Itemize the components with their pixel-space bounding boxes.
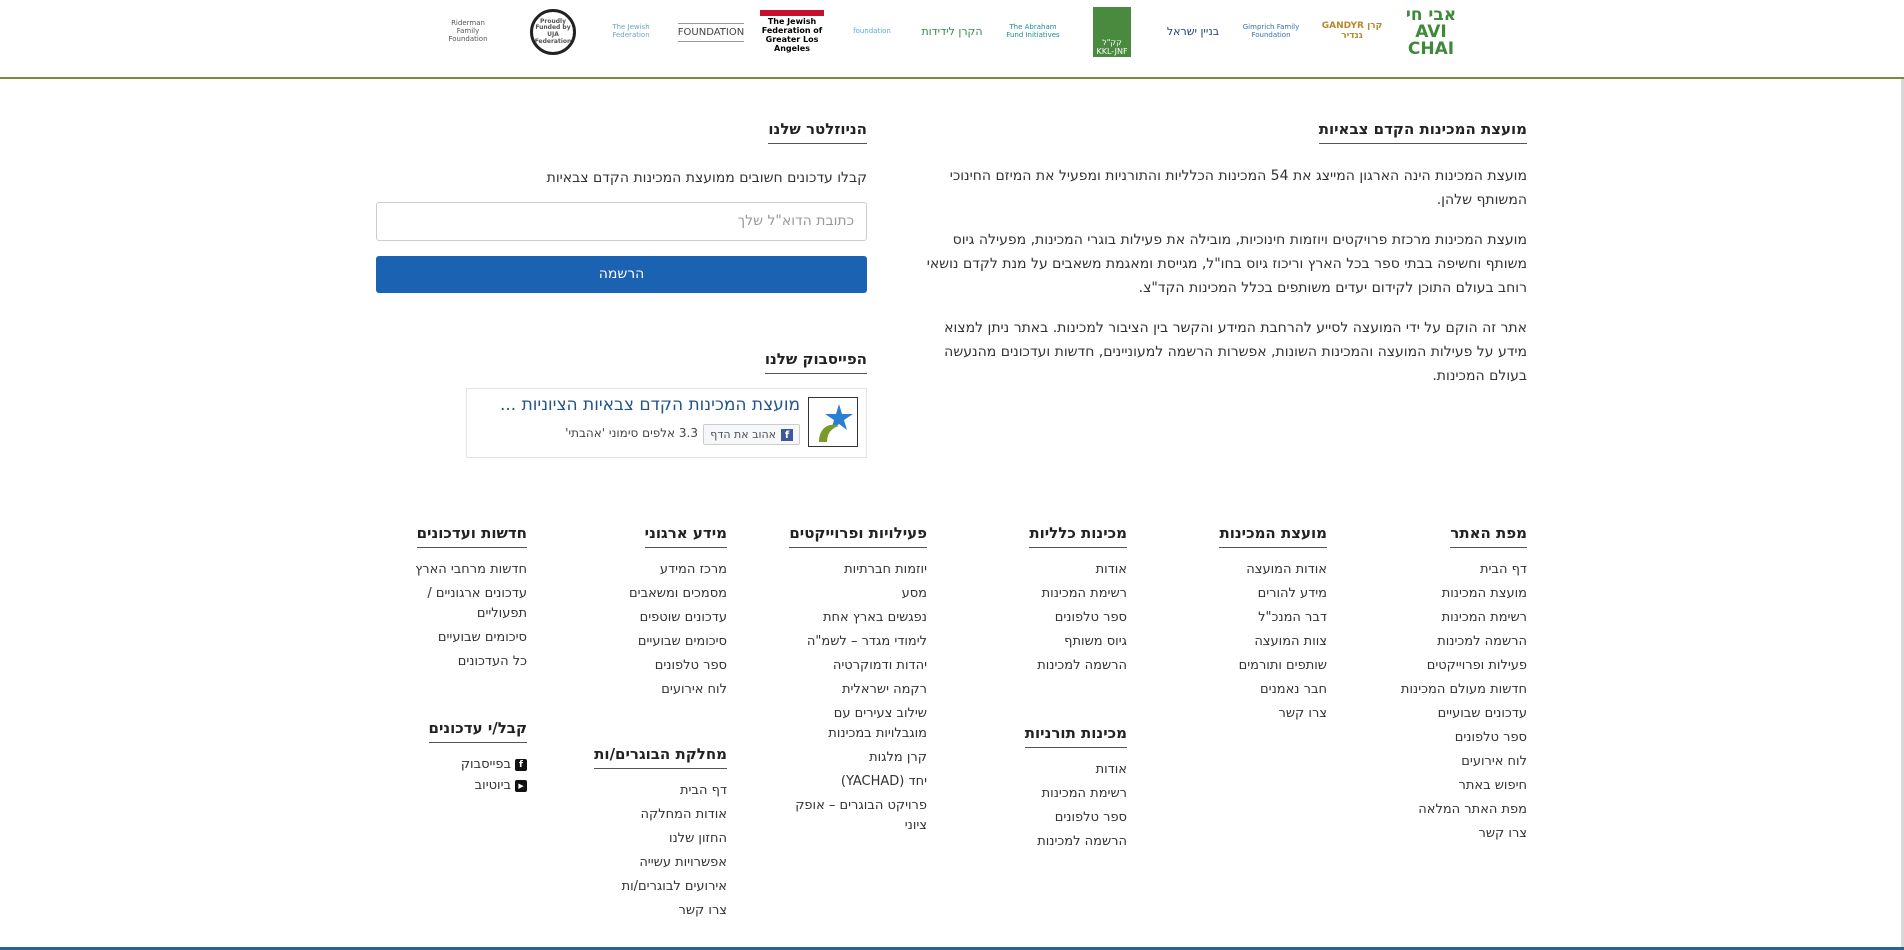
footer-link[interactable]: מידע להורים	[1257, 585, 1327, 601]
footer-link[interactable]: הרשמה למכינות	[1037, 833, 1127, 849]
footer-link[interactable]: אפשרויות עשייה	[639, 854, 727, 870]
footer-link[interactable]: חדשות מעולם המכינות	[1400, 681, 1527, 697]
footer-link[interactable]: נפגשים בארץ אחת	[823, 609, 927, 625]
newsletter-text: קבלו עדכונים חשובים ממועצת המכינות הקדם צבאיות	[546, 169, 867, 186]
footer-link[interactable]: לימודי מגדר – לשמ"ה	[806, 633, 927, 649]
footer-link[interactable]: יהדות ודמוקרטיה	[832, 657, 927, 673]
footer-col-title: חדשות ועדכונים	[417, 524, 527, 548]
about-section	[917, 119, 1527, 404]
footer-link[interactable]: יוזמות חברתיות	[844, 561, 927, 577]
footer-link[interactable]: אודות המחלקה	[640, 806, 727, 822]
footer-link[interactable]: רשימת המכינות	[1441, 609, 1527, 625]
footer-link[interactable]: ספר טלפונים	[1054, 809, 1127, 825]
sponsor-logo-binyan-israel[interactable]: בניין ישראל	[1166, 24, 1220, 38]
footer-col-updates	[397, 718, 527, 797]
footer-link[interactable]: עדכונים שבועיים	[1437, 705, 1527, 721]
footer-link[interactable]: לוח אירועים	[1461, 753, 1527, 769]
facebook-icon: f	[515, 759, 527, 771]
footer-col-title: קבל/י עדכונים	[429, 719, 528, 743]
facebook-like-label: אהוב את הדף	[710, 428, 776, 441]
sponsor-logo-jewish-federation[interactable]: The Jewish Federation of Greater Los Angeles	[760, 6, 824, 58]
facebook-link-label: בפייסבוק	[460, 756, 511, 772]
footer-link[interactable]: פעילות ופרוייקטים	[1426, 657, 1527, 673]
sponsor-logo-riderman[interactable]: Riderman Family Foundation	[448, 19, 488, 43]
facebook-title: הפייסבוק שלנו	[765, 350, 867, 374]
footer-link[interactable]: ספר טלפונים	[1054, 609, 1127, 625]
footer-link[interactable]: ספר טלפונים	[654, 657, 727, 673]
about-paragraph: אתר זה הוקם על ידי המועצה לסייע להרחבת המידע והקשר בין הציבור למכינות. באתר ניתן למצוא מידע על פעילות המועצה והמכינות השונות, אפשרות הרשמה למעוניינים, חדשות ועדכונים מהנעשה בעולם המכינות.	[944, 319, 1527, 384]
footer-link[interactable]: סיכומים שבועיים	[637, 633, 727, 649]
footer-link[interactable]: חדשות מרחבי הארץ	[415, 561, 527, 577]
org-info-links	[597, 560, 727, 700]
footer-link[interactable]: אודות המועצה	[1246, 561, 1327, 577]
footer-link[interactable]: פרויקט הבוגרים – אופק ציוני	[795, 797, 927, 833]
news-links	[397, 560, 527, 672]
footer-col-title: פעילויות ופרוייקטים	[789, 524, 927, 548]
facebook-section-title-wrap	[765, 349, 867, 374]
footer-link[interactable]: כל העדכונים	[457, 653, 527, 669]
footer-col-title: מכינות כלליות	[1029, 524, 1127, 548]
facebook-like-button[interactable]	[703, 424, 800, 445]
newsletter-section	[376, 119, 867, 293]
sponsor-logo-gimprich[interactable]: Gimprich Family Foundation	[1242, 23, 1300, 39]
sponsor-logo-kkl[interactable]: קק"ל KKL-JNF	[1092, 6, 1132, 58]
star-logo-icon	[809, 398, 857, 446]
social-links	[397, 755, 527, 796]
footer-link[interactable]: דף הבית	[679, 782, 727, 798]
footer-col-graduates	[587, 744, 727, 925]
footer-col-title: מידע ארגוני	[645, 524, 727, 548]
youtube-icon: ▶	[515, 780, 527, 792]
footer-link[interactable]: גיוס משותף	[1064, 633, 1127, 649]
subscribe-button[interactable]: הרשמה	[376, 256, 867, 293]
facebook-page-avatar[interactable]	[808, 397, 858, 447]
youtube-link[interactable]	[397, 776, 527, 796]
footer-link[interactable]: אודות	[1095, 761, 1127, 777]
footer-col-org-info	[597, 523, 727, 704]
footer-link[interactable]: רשימת המכינות	[1041, 585, 1127, 601]
footer-link[interactable]: מסע	[901, 585, 927, 601]
footer-link[interactable]: עדכונים ארגוניים / תפעוליים	[427, 585, 527, 621]
graduates-links	[587, 781, 727, 921]
footer-link[interactable]: צוות המועצה	[1254, 633, 1327, 649]
footer-link[interactable]: שילוב צעירים עם מוגבלויות במכינות	[828, 705, 927, 741]
footer-link[interactable]: לוח אירועים	[661, 681, 727, 697]
footer-link[interactable]: צרו קשר	[678, 902, 727, 918]
footer-link[interactable]: יחד (YACHAD)	[840, 773, 927, 789]
email-input[interactable]	[376, 202, 867, 241]
footer-col-site-map	[1377, 523, 1527, 848]
facebook-likes-count: 3.3 אלפים סימוני 'אהבתי'	[565, 426, 698, 440]
footer-link[interactable]: ספר טלפונים	[1454, 729, 1527, 745]
council-links	[1197, 560, 1327, 724]
footer-link[interactable]: אודות	[1095, 561, 1127, 577]
footer-link[interactable]: החזון שלנו	[668, 830, 727, 846]
facebook-icon: f	[781, 429, 793, 441]
footer-link[interactable]: מפת האתר המלאה	[1418, 801, 1527, 817]
footer-link[interactable]: צרו קשר	[1278, 705, 1327, 721]
footer-link[interactable]: מסמכים ומשאבים	[629, 585, 727, 601]
facebook-link[interactable]	[397, 755, 527, 775]
general-links	[997, 560, 1127, 676]
sponsor-logo-jewish-federation-2[interactable]: The Jewish Federation	[612, 23, 650, 39]
sponsor-logo-foundation[interactable]: FOUNDATION	[678, 6, 744, 58]
footer-link[interactable]: שותפים ותורמים	[1238, 657, 1327, 673]
sponsor-logo-dove[interactable]: foundation	[853, 27, 891, 36]
about-paragraph: מועצת המכינות הינה הארגון המייצג את 54 המכינות הכלליות והתורניות ומפעיל את המיזם החינוכי המשותף שלהן.	[949, 167, 1527, 208]
footer-col-title: מפת האתר	[1450, 524, 1527, 548]
footer-col-title: מכינות תורניות	[1025, 724, 1127, 748]
footer-link[interactable]: מועצת המכינות	[1441, 585, 1527, 601]
footer-link[interactable]: קרן מלגות	[869, 749, 927, 765]
footer-link[interactable]: הרשמה למכינות	[1437, 633, 1527, 649]
footer-link[interactable]: רקמה ישראלית	[841, 681, 927, 697]
footer-link[interactable]: חיפוש באתר	[1458, 777, 1527, 793]
about-paragraph: מועצת המכינות מרכזת פרויקטים ויוזמות חינוכיות, מובילה את פעילות בוגרי המכינות, מפעילה גיוס משותף וחשיפה בבתי ספר בכל הארץ וריכוז גיוס בחו"ל, מגייסת ומאגמת משאבים על מנת לקדם נושאי רוחב בעולם התוכן לקידום יעדים משותפים בכלל המכינות הקד"צ.	[926, 231, 1527, 296]
footer-link[interactable]: דבר המנכ"ל	[1258, 609, 1327, 625]
footer-link[interactable]: סיכומים שבועיים	[437, 629, 527, 645]
sponsor-logo-gandyr[interactable]: GANDYR קרן גנדיר	[1321, 21, 1383, 41]
footer-link[interactable]: עדכונים שוטפים	[639, 609, 727, 625]
footer-col-council	[1197, 523, 1327, 728]
footer-link[interactable]: הרשמה למכינות	[1037, 657, 1127, 673]
footer-link[interactable]: מרכז המידע	[659, 561, 727, 577]
footer-link[interactable]: דף הבית	[1479, 561, 1527, 577]
newsletter-title: הניוזלטר שלנו	[768, 120, 867, 144]
youtube-link-label: ביוטיוב	[474, 777, 511, 793]
site-map-links	[1377, 560, 1527, 844]
footer-link[interactable]: חבר נאמנים	[1260, 681, 1327, 697]
sponsor-logo-uja[interactable]: Proudly Funded by UJA Federation	[528, 6, 578, 58]
footer-col-title: מחלקת הבוגרים/ות	[594, 745, 727, 769]
torani-links	[997, 760, 1127, 852]
footer-link[interactable]: רשימת המכינות	[1041, 785, 1127, 801]
footer-col-news	[397, 523, 527, 676]
sponsors-bar	[0, 0, 1904, 79]
facebook-page-name[interactable]: מועצת המכינות הקדם צבאיות הציוניות ...	[499, 395, 800, 415]
footer-col-torani	[997, 723, 1127, 856]
footer-link[interactable]: אירועים לבוגרים/ות	[621, 878, 727, 894]
sponsor-logo-avi-chai[interactable]: אבי חי AVI CHAI	[1405, 6, 1457, 58]
footer-col-title: מועצת המכינות	[1219, 524, 1327, 548]
facebook-page-widget	[466, 388, 867, 458]
footer-link[interactable]: צרו קשר	[1478, 825, 1527, 841]
sponsor-logo-abraham-fund[interactable]: The Abraham Fund Initiatives	[1006, 23, 1060, 39]
activities-links	[787, 560, 927, 836]
sponsor-logo-keren-lidedot[interactable]: הקרן לידידות	[921, 24, 983, 38]
footer-col-general	[997, 523, 1127, 680]
about-title: מועצת המכינות הקדם צבאיות	[1319, 120, 1527, 144]
footer-col-activities	[787, 523, 927, 840]
